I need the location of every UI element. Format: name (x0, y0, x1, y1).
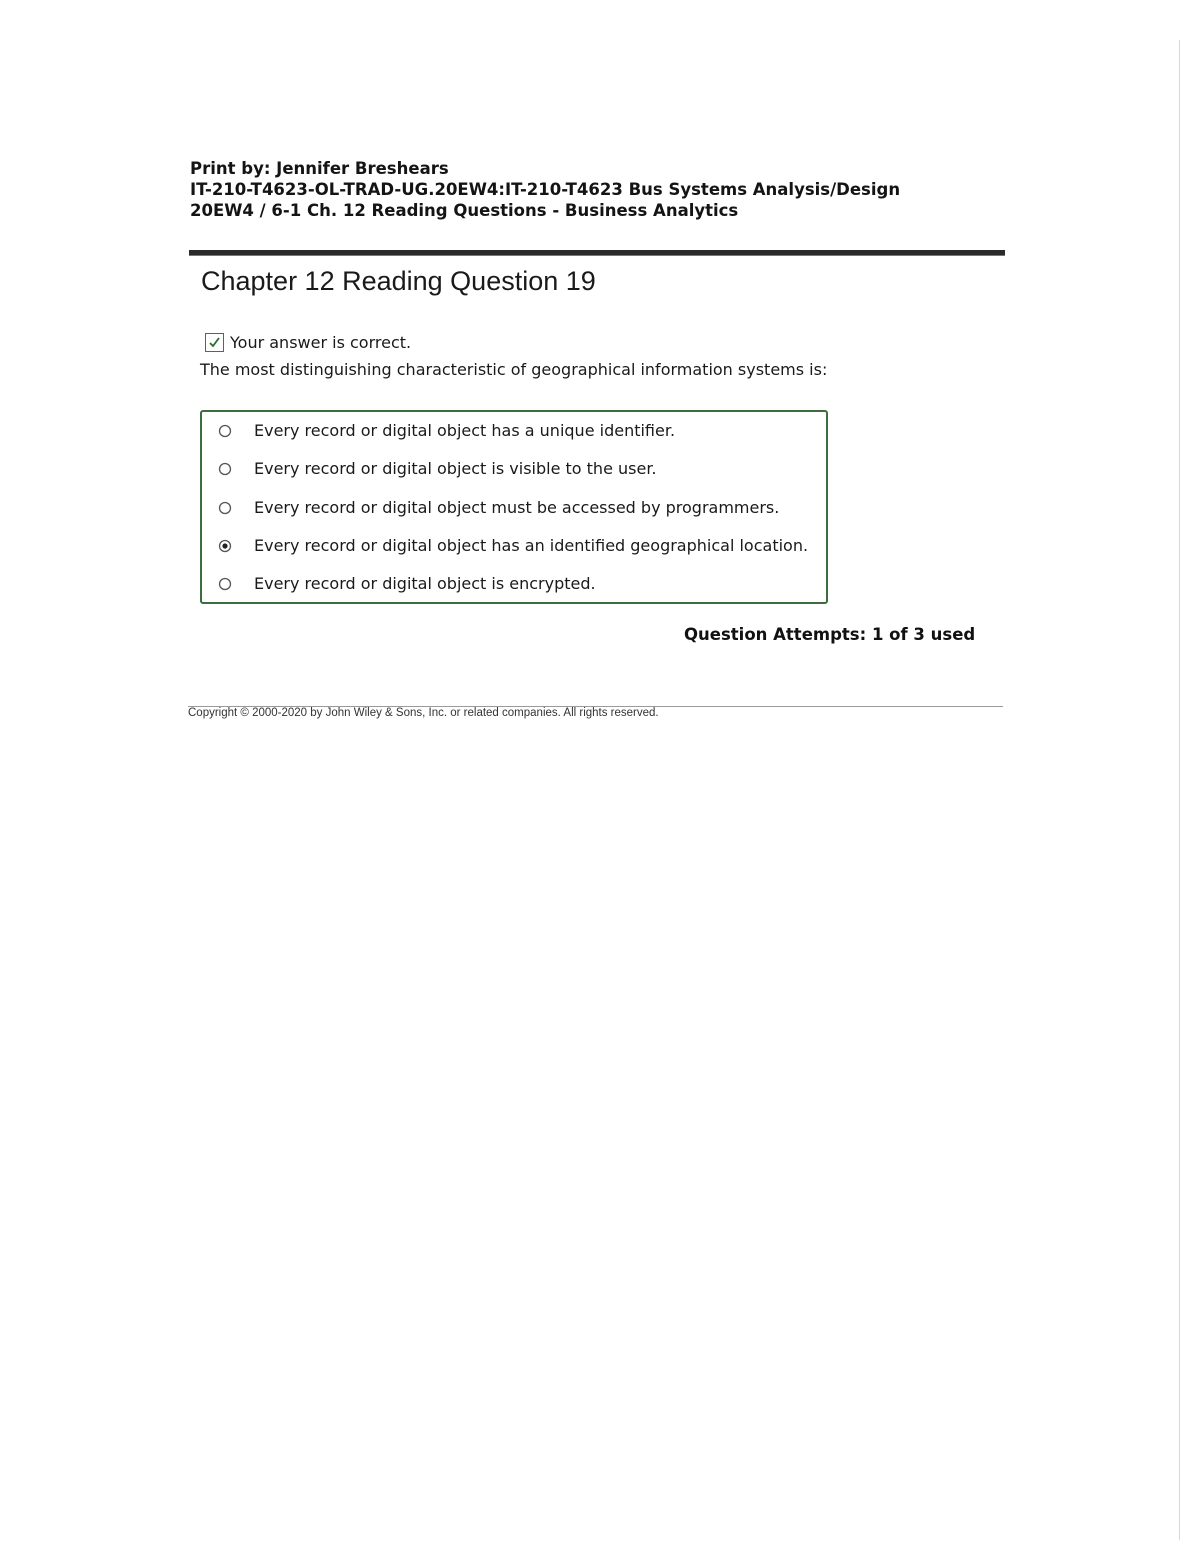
answer-options (200, 410, 828, 604)
option-2[interactable] (218, 459, 657, 478)
option-label: Every record or digital object has a unique identifier. (254, 421, 676, 440)
option-label: Every record or digital object has an identified geographical location. (254, 536, 809, 555)
copyright: Copyright © 2000-2020 by John Wiley & Sons, Inc. or related companies. All rights reserved. (188, 707, 659, 719)
course-line: IT-210-T4623-OL-TRAD-UG.20EW4:IT-210-T4623 Bus Systems Analysis/Design (190, 180, 901, 199)
option-label: Every record or digital object is visible to the user. (254, 459, 657, 478)
checkmark-icon (205, 333, 224, 352)
radio-unselected-icon[interactable] (218, 501, 232, 515)
option-label: Every record or digital object must be accessed by programmers. (254, 498, 780, 517)
assignment-line: 20EW4 / 6-1 Ch. 12 Reading Questions - Business Analytics (190, 201, 739, 220)
radio-unselected-icon[interactable] (218, 424, 232, 438)
print-header (190, 158, 1010, 221)
question-title: Chapter 12 Reading Question 19 (201, 266, 596, 296)
option-3[interactable] (218, 498, 779, 517)
question-prompt: The most distinguishing characteristic of geographical information systems is: (200, 360, 828, 379)
option-1[interactable] (218, 421, 675, 440)
header-divider (189, 250, 1005, 256)
radio-unselected-icon[interactable] (218, 462, 232, 476)
result-text: Your answer is correct. (230, 333, 412, 352)
option-4[interactable] (218, 536, 808, 555)
radio-unselected-icon[interactable] (218, 577, 232, 591)
radio-selected-icon[interactable] (218, 539, 232, 553)
question-attempts: Question Attempts: 1 of 3 used (684, 625, 976, 644)
option-5[interactable] (218, 574, 596, 593)
scan-edge (1179, 40, 1180, 1540)
option-label: Every record or digital object is encrypted. (254, 574, 596, 593)
print-by: Print by: Jennifer Breshears (190, 159, 449, 178)
result-status (205, 333, 411, 352)
